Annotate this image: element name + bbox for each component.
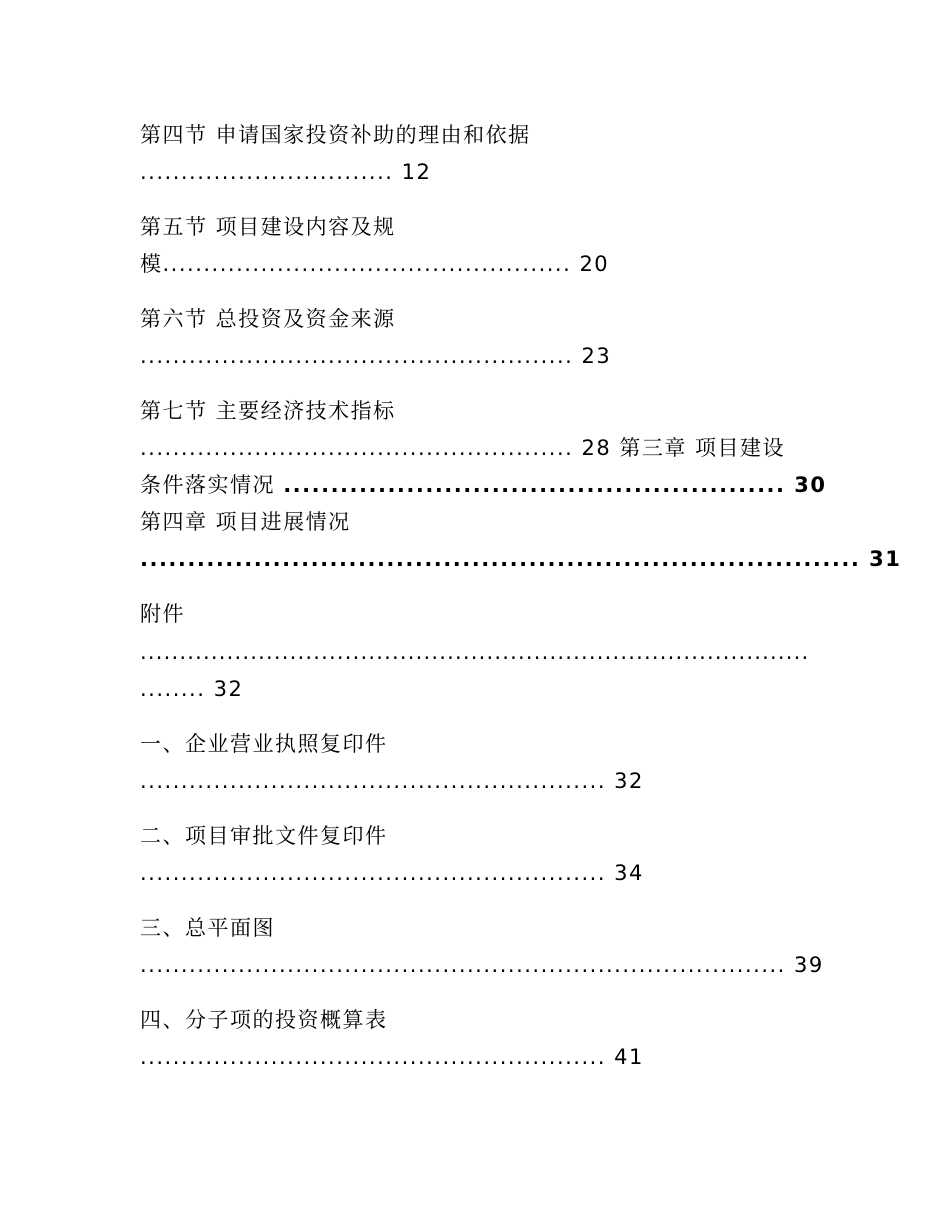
toc-attachment-1-leader: ......................................................... 32 xyxy=(140,769,644,793)
toc-chapter-4-title: 第四章 项目进展情况 xyxy=(140,510,351,534)
toc-section-7-title: 第七节 主要经济技术指标 xyxy=(140,399,396,423)
toc-attachment-2-leader: ......................................................... 34 xyxy=(140,861,644,885)
toc-section-6-title: 第六节 总投资及资金来源 xyxy=(140,307,396,331)
toc-section-7-leader: ..................................................... 28 第三章 项目建设 xyxy=(140,436,786,460)
toc-chapter-3-entry xyxy=(140,471,827,499)
toc-attachments-title: 附件 xyxy=(140,602,185,626)
toc-attachments-leader: ..................................................................................... xyxy=(140,640,810,664)
toc-section-4-leader: ............................... 12 xyxy=(140,160,432,184)
toc-attachments-page: ........ 32 xyxy=(140,677,244,701)
toc-section-5-leader: 模.................................................. 20 xyxy=(140,252,610,276)
toc-section-5-title: 第五节 项目建设内容及规 xyxy=(140,215,396,239)
toc-section-4-title: 第四节 申请国家投资补助的理由和依据 xyxy=(140,123,531,147)
toc-attachment-1-title: 一、企业营业执照复印件 xyxy=(140,732,388,756)
toc-attachment-4-title: 四、分子项的投资概算表 xyxy=(140,1008,388,1032)
toc-attachment-3-leader: ............................................................................... 39 xyxy=(140,953,824,977)
toc-chapter-3-leader: ..................................................... 30 xyxy=(283,473,827,497)
toc-attachment-2-title: 二、项目审批文件复印件 xyxy=(140,824,388,848)
toc-chapter-4-leader: ............................................................................ 31 xyxy=(140,547,902,571)
toc-section-6-leader: ..................................................... 23 xyxy=(140,344,612,368)
toc-chapter-3-title-cont: 条件落实情况 xyxy=(140,473,284,497)
toc-attachment-4-leader: ......................................................... 41 xyxy=(140,1045,644,1069)
toc-attachment-3-title: 三、总平面图 xyxy=(140,916,275,940)
